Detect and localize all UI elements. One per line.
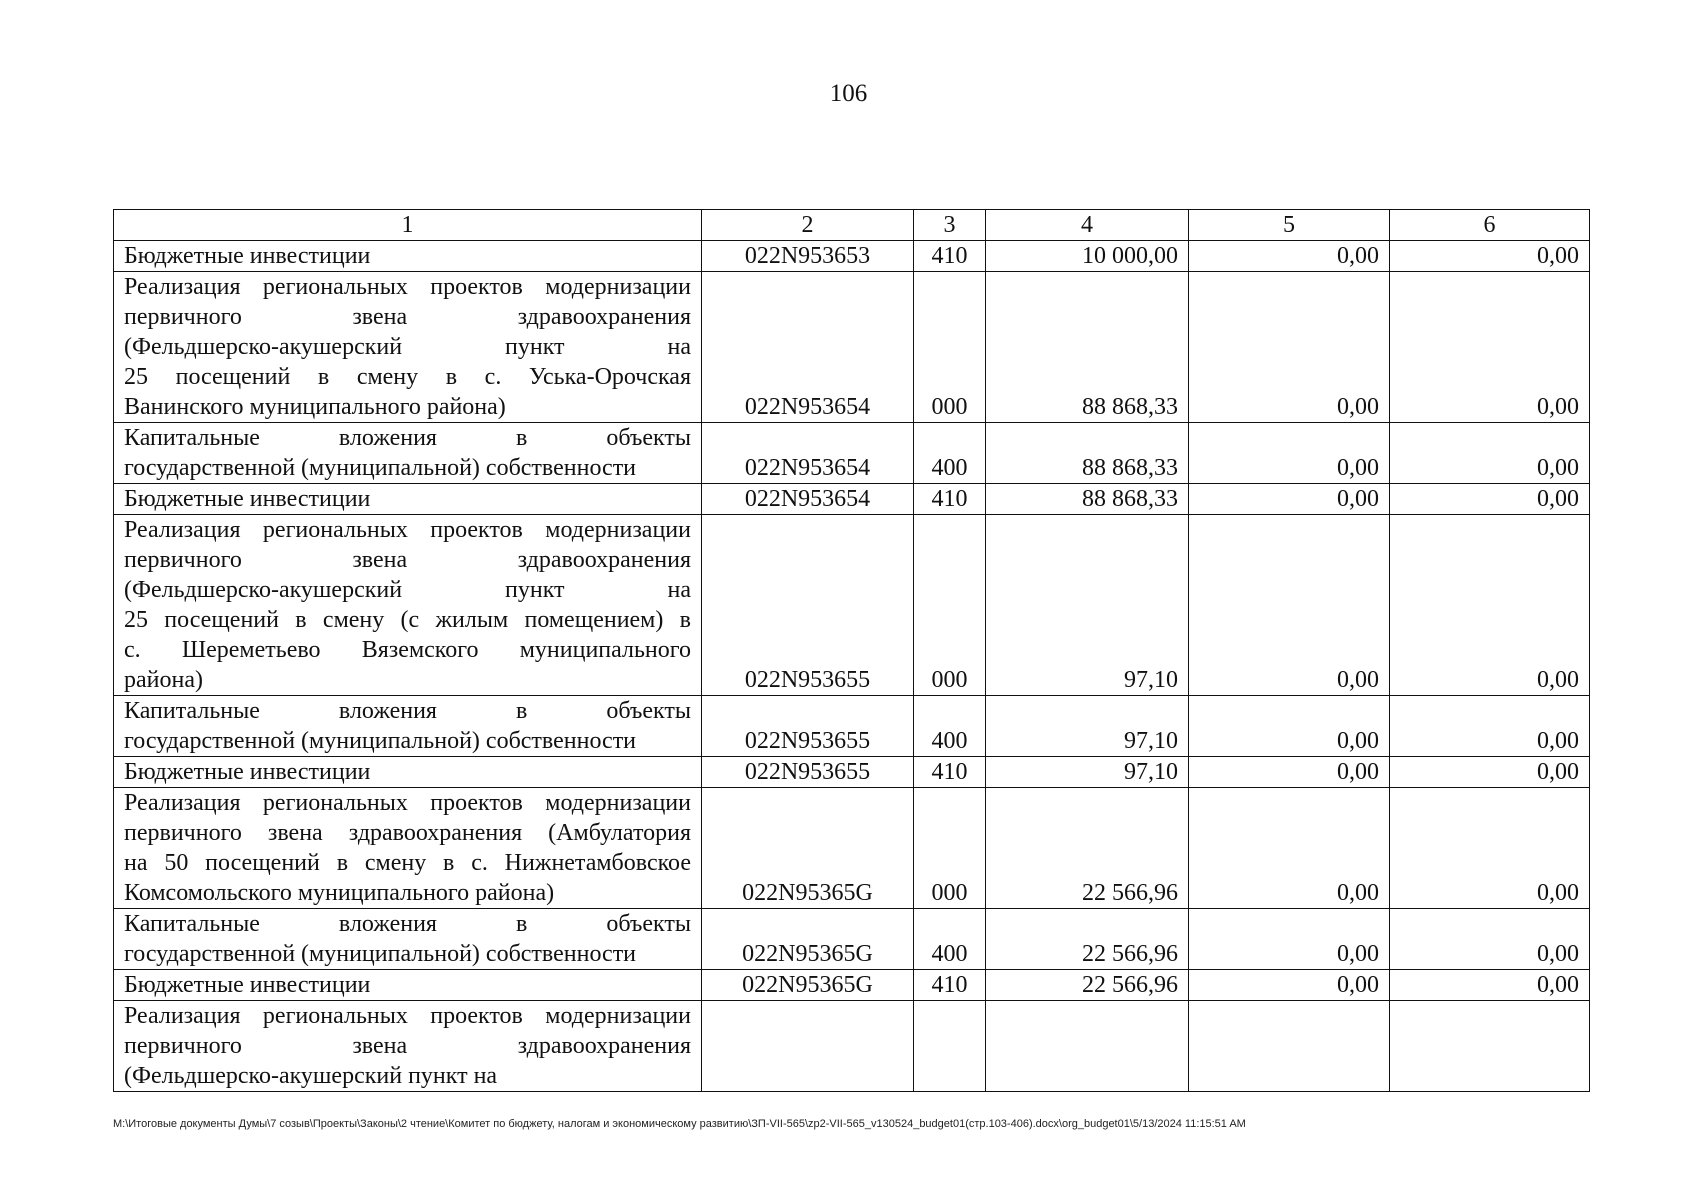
description-line: Бюджетные инвестиции [124,486,371,512]
row-code: 022N953655 [702,515,914,696]
row-value-col4: 88 868,33 [986,423,1189,484]
row-value-col6 [1390,1001,1590,1092]
column-header: 6 [1390,210,1590,241]
column-header: 2 [702,210,914,241]
row-expense-type: 000 [914,272,986,423]
description-line: Капитальные вложения в объекты [124,425,691,451]
description-line: государственной (муниципальной) собственности [124,455,637,481]
row-code: 022N95365G [702,909,914,970]
row-value-col4: 22 566,96 [986,970,1189,1001]
row-value-col4: 22 566,96 [986,788,1189,909]
row-expense-type: 000 [914,515,986,696]
row-value-col6: 0,00 [1390,757,1590,788]
row-description [114,484,702,515]
row-code: 022N953654 [702,484,914,515]
description-line: Реализация региональных проектов модернизации [124,274,691,300]
description-line: Капитальные вложения в объекты [124,698,691,724]
row-value-col6: 0,00 [1390,909,1590,970]
row-value-col6: 0,00 [1390,484,1590,515]
description-line: Комсомольского муниципального района) [124,880,555,906]
table-row [114,272,1590,423]
row-value-col5: 0,00 [1189,970,1390,1001]
description-line: государственной (муниципальной) собственности [124,941,637,967]
description-line: (Фельдшерско-акушерский пункт на [124,1063,498,1089]
row-code: 022N953654 [702,423,914,484]
description-line: первичного звена здравоохранения [124,304,691,330]
row-expense-type: 400 [914,696,986,757]
description-line: Реализация региональных проектов модернизации [124,790,691,816]
description-line: первичного звена здравоохранения [124,547,691,573]
row-value-col4: 97,10 [986,515,1189,696]
row-code: 022N95365G [702,788,914,909]
row-description [114,241,702,272]
description-line: первичного звена здравоохранения (Амбулатория [124,820,691,846]
row-value-col5: 0,00 [1189,696,1390,757]
row-code: 022N953654 [702,272,914,423]
description-line: Бюджетные инвестиции [124,972,371,998]
row-value-col5: 0,00 [1189,515,1390,696]
row-expense-type: 410 [914,970,986,1001]
row-expense-type: 400 [914,423,986,484]
row-code: 022N953655 [702,757,914,788]
description-line: 25 посещений в смену в с. Уська-Орочская [124,364,691,390]
description-line: Бюджетные инвестиции [124,759,371,785]
table-row [114,909,1590,970]
description-line: Реализация региональных проектов модернизации [124,1003,691,1029]
description-line: 25 посещений в смену (с жилым помещением) в [124,607,691,633]
column-header: 1 [114,210,702,241]
row-value-col5: 0,00 [1189,484,1390,515]
table-row [114,696,1590,757]
description-line: первичного звена здравоохранения [124,1033,691,1059]
row-expense-type: 000 [914,788,986,909]
row-expense-type: 410 [914,484,986,515]
description-line: (Фельдшерско-акушерский пункт на [124,577,691,603]
description-line: Бюджетные инвестиции [124,243,371,269]
row-value-col4: 88 868,33 [986,484,1189,515]
row-expense-type: 410 [914,241,986,272]
row-code [702,1001,914,1092]
row-code: 022N953655 [702,696,914,757]
column-header: 3 [914,210,986,241]
table-row [114,423,1590,484]
row-expense-type: 400 [914,909,986,970]
row-description [114,788,702,909]
budget-table [113,209,1590,1092]
page-number: 106 [829,80,868,107]
table-row [114,757,1590,788]
row-value-col6: 0,00 [1390,788,1590,909]
row-value-col4: 97,10 [986,696,1189,757]
column-header: 4 [986,210,1189,241]
description-line: с. Шереметьево Вяземского муниципального [124,637,691,663]
row-description [114,696,702,757]
row-value-col5: 0,00 [1189,909,1390,970]
table-row [114,1001,1590,1092]
row-description [114,272,702,423]
description-line: государственной (муниципальной) собственности [124,728,637,754]
column-header: 5 [1189,210,1390,241]
row-value-col6: 0,00 [1390,515,1590,696]
row-value-col5: 0,00 [1189,241,1390,272]
row-value-col4: 22 566,96 [986,909,1189,970]
row-value-col6: 0,00 [1390,272,1590,423]
row-value-col5: 0,00 [1189,788,1390,909]
row-value-col5: 0,00 [1189,757,1390,788]
table-row [114,515,1590,696]
row-expense-type: 410 [914,757,986,788]
row-value-col6: 0,00 [1390,423,1590,484]
row-description [114,757,702,788]
description-line: на 50 посещений в смену в с. Нижнетамбовское [124,850,691,876]
description-line: Реализация региональных проектов модернизации [124,517,691,543]
row-description [114,970,702,1001]
table-row [114,970,1590,1001]
row-value-col6: 0,00 [1390,696,1590,757]
row-value-col5: 0,00 [1189,272,1390,423]
row-value-col5 [1189,1001,1390,1092]
row-value-col4: 88 868,33 [986,272,1189,423]
row-code: 022N953653 [702,241,914,272]
row-value-col5: 0,00 [1189,423,1390,484]
description-line: района) [124,667,203,693]
table-header-row [114,210,1590,241]
table-row [114,788,1590,909]
table-row [114,484,1590,515]
row-description [114,909,702,970]
row-expense-type [914,1001,986,1092]
row-description [114,515,702,696]
file-path-footer: M:\Итоговые документы Думы\7 созыв\Проекты\Законы\2 чтение\Комитет по бюджету, налогам и экономическому развитию\ЗП-VII-565\zp2-VII-565_v130524_budget01(стр.103-406).docx\org_budget01\5/13/2024 11:15:51 AM [113,1118,1246,1130]
description-line: Капитальные вложения в объекты [124,911,691,937]
row-value-col4: 10 000,00 [986,241,1189,272]
row-value-col4: 97,10 [986,757,1189,788]
row-description [114,423,702,484]
row-code: 022N95365G [702,970,914,1001]
description-line: Ванинского муниципального района) [124,394,506,420]
row-value-col6: 0,00 [1390,241,1590,272]
table-row [114,241,1590,272]
row-description [114,1001,702,1092]
description-line: (Фельдшерско-акушерский пункт на [124,334,691,360]
row-value-col6: 0,00 [1390,970,1590,1001]
row-value-col4 [986,1001,1189,1092]
